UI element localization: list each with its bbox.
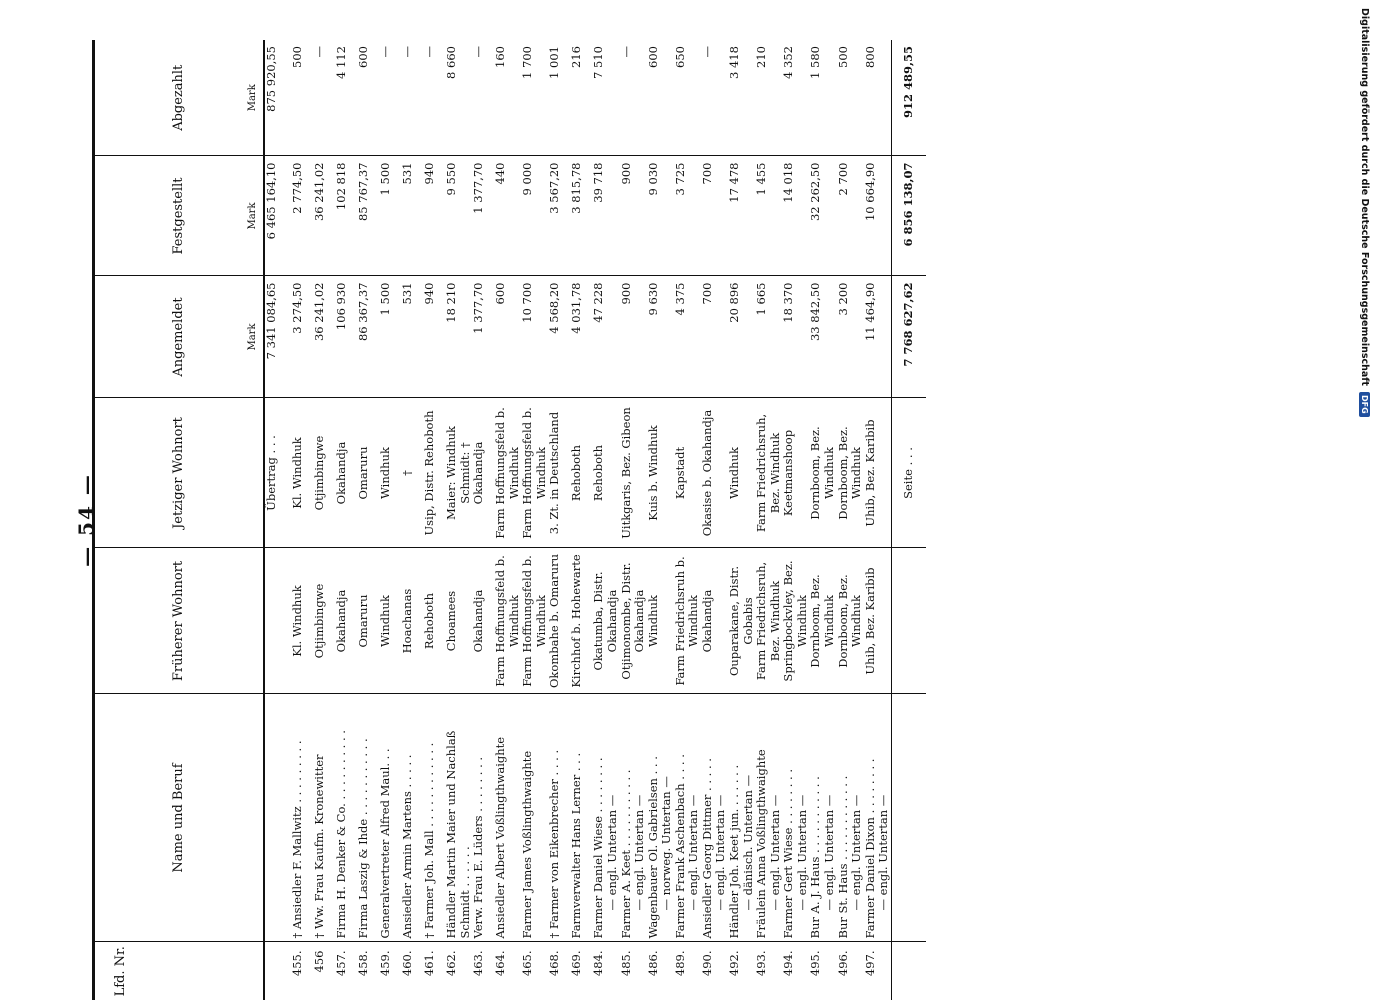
table-row: [335, 40, 357, 1000]
entry-nationality: — engl. Untertan —: [632, 794, 647, 911]
entry-current-residence: †: [401, 398, 423, 548]
table-row: [809, 40, 836, 1000]
entry-name-text: Farmer Daniel Dixon . . . . . . . .: [862, 758, 877, 939]
entry-paid: —: [701, 40, 728, 156]
carry-over-claimed: 7 341 084,65: [264, 276, 291, 398]
entry-nr: 459.: [378, 950, 392, 977]
entry-confirmed: 2 774,50: [291, 156, 313, 276]
credit-text: Digitalisierung gefördert durch die Deutsche Forschungsgemeinschaft: [1359, 8, 1371, 386]
entry-previous-residence: Ouparakane, Distr. Gobabis: [728, 548, 755, 694]
header-claimed-unit: Mark: [247, 323, 259, 351]
entry-name-text: † Farmer Joh. Mall . . . . . . . . . . . .: [422, 742, 436, 939]
table-row: [291, 40, 313, 1000]
entry-confirmed: 9 550: [445, 156, 472, 276]
entry-claimed: 4 031,78: [570, 276, 592, 398]
entry-nr: 486.: [645, 950, 660, 977]
entry-previous-residence: Kl. Windhuk: [291, 548, 313, 694]
digitization-credit: [1356, 8, 1378, 428]
entry-paid: —: [423, 40, 445, 156]
entry-claimed: 86 367,37: [357, 276, 379, 398]
entry-paid: 7 510: [592, 40, 619, 156]
header-confirmed: [94, 156, 265, 276]
entry-paid: 4 112: [335, 40, 357, 156]
header-confirmed-label: Festgestellt: [171, 177, 187, 255]
entry-nr: 496.: [835, 950, 850, 977]
entry-paid: 500: [291, 40, 313, 156]
entry-current-residence: Okasise b. Okahandja: [701, 398, 728, 548]
page-total-previous: [891, 548, 926, 694]
entry-claimed: 9 630: [647, 276, 674, 398]
entry-name: [755, 694, 782, 942]
entry-previous-residence: Dornboom, Bez. Windhuk: [837, 548, 864, 694]
entry-confirmed: 3 815,78: [570, 156, 592, 276]
entry-previous-residence: Okahandja: [701, 548, 728, 694]
table-row: [521, 40, 548, 1000]
table-row: [728, 40, 755, 1000]
header-previous-residence: Früherer Wohnort: [94, 548, 265, 694]
entry-name: [472, 694, 494, 942]
entry-claimed: 106 930: [335, 276, 357, 398]
entry-name-text: Farmverwalter Hans Lerner . . .: [569, 752, 584, 939]
entry-claimed: 531: [401, 276, 423, 398]
table-row: [357, 40, 379, 1000]
entry-name-text: Farmer James Voßlingthwaighte: [520, 750, 535, 939]
dfg-logo: DFG: [1360, 392, 1371, 417]
entry-paid: 600: [357, 40, 379, 156]
entry-nationality: — engl. Untertan —: [794, 794, 809, 911]
entry-name: [291, 694, 313, 942]
entry-nationality: — engl. Untertan —: [821, 794, 836, 911]
entry-name: [313, 694, 335, 942]
entry-previous-residence: Windhuk: [647, 548, 674, 694]
entry-nr: 463.: [471, 950, 486, 977]
entry-paid: 1 001: [548, 40, 570, 156]
entry-previous-residence: Okombahe b. Omaruru: [548, 548, 570, 694]
entry-claimed: 900: [620, 276, 647, 398]
entry-paid: 4 352: [782, 40, 809, 156]
table-row: [445, 40, 472, 1000]
entry-nationality: — engl. Untertan —: [604, 794, 619, 911]
entry-previous-residence: Okahandja: [472, 548, 494, 694]
entry-name-text: Firma Laszig & Ihde . . . . . . . . . . .: [356, 738, 370, 939]
entry-name: [674, 694, 701, 942]
table-row: [472, 40, 494, 1000]
entry-claimed: 4 375: [674, 276, 701, 398]
entry-nr: 455.: [290, 950, 304, 977]
entry-paid: 500: [837, 40, 864, 156]
entry-nr: 492.: [727, 950, 741, 977]
entry-current-residence: Farm Hoffnungsfeld b. Windhuk: [494, 398, 521, 548]
entry-nr: 484.: [591, 950, 606, 977]
entry-name-text: Ansiedler Georg Dittmer . . . . .: [699, 758, 714, 939]
entry-previous-residence: Springbockvley, Bez. Windhuk: [782, 548, 809, 694]
entry-claimed: 3 200: [837, 276, 864, 398]
header-paid-unit: Mark: [247, 84, 259, 112]
entry-name-text: Wagenbauer Ol. Gabrielsen . . .: [645, 756, 660, 939]
entry-current-residence: Kuis b. Windhuk: [647, 398, 674, 548]
header-claimed: [94, 276, 265, 398]
entry-paid: 600: [647, 40, 674, 156]
entry-paid: 216: [570, 40, 592, 156]
entry-name-text: Bur A. J. Haus . . . . . . . . . . .: [808, 776, 823, 939]
entry-paid: 160: [494, 40, 521, 156]
entry-confirmed: 85 767,37: [357, 156, 379, 276]
entry-name: [837, 694, 864, 942]
entry-current-residence: Okahandja: [335, 398, 357, 548]
entry-nr: 497.: [862, 950, 877, 977]
register-body: [264, 40, 926, 1000]
carry-over-paid: 875 920,55: [264, 40, 291, 156]
entry-name-text: Händler Martin Maier und Nachlaß Schmidt . . . . . .: [444, 730, 472, 939]
entry-nationality: — engl. Untertan —: [849, 794, 864, 911]
entry-nationality: — engl. Untertan —: [876, 794, 891, 911]
entry-paid: —: [379, 40, 401, 156]
entry-claimed: 1 377,70: [472, 276, 494, 398]
table-row: [313, 40, 335, 1000]
entry-confirmed: 9 000: [521, 156, 548, 276]
page-total-confirmed: 6 856 138,07: [891, 156, 926, 276]
entry-current-residence: Farm Friedrichsruh, Bez. Windhuk: [755, 398, 782, 548]
entry-claimed: 18 210: [445, 276, 472, 398]
entry-previous-residence: Okatumba, Distr. Okahandja: [592, 548, 619, 694]
table-row: [494, 40, 521, 1000]
entry-confirmed: 1 455: [755, 156, 782, 276]
entry-previous-residence: Otjimonombe, Distr. Okahandja: [620, 548, 647, 694]
entry-paid: 650: [674, 40, 701, 156]
entry-claimed: 1 665: [755, 276, 782, 398]
entry-name: [592, 694, 619, 942]
header-row: [94, 40, 265, 1000]
page-total-row: [891, 40, 926, 1000]
entry-paid: 210: [755, 40, 782, 156]
entry-paid: 3 418: [728, 40, 755, 156]
table-row: [755, 40, 782, 1000]
entry-nr: 458.: [356, 950, 370, 977]
entry-confirmed: 440: [494, 156, 521, 276]
entry-confirmed: 1 500: [379, 156, 401, 276]
entry-name: [445, 694, 472, 942]
entry-confirmed: 3 567,20: [548, 156, 570, 276]
entry-paid: —: [313, 40, 335, 156]
entry-current-residence: 3. Zt. in Deutschland: [548, 398, 570, 548]
entry-name-text: Generalvertreter Alfred Maul. . .: [378, 748, 392, 939]
entry-previous-residence: Dornboom, Bez. Windhuk: [809, 548, 836, 694]
entry-nr: 457.: [334, 950, 348, 977]
entry-name: [379, 694, 401, 942]
entry-nr: 460.: [400, 950, 414, 977]
carry-over-previous: [264, 548, 291, 694]
entry-claimed: 11 464,90: [864, 276, 892, 398]
entry-name-text: Fräulein Anna Voßlingthwaighte: [754, 749, 769, 939]
table-row: [379, 40, 401, 1000]
entry-confirmed: 9 030: [647, 156, 674, 276]
entry-name-text: Farmer Frank Aschenbach . . . .: [672, 754, 687, 939]
entry-previous-residence: Uhib, Bez. Karibib: [864, 548, 892, 694]
entry-nr: 464.: [493, 950, 508, 977]
entry-claimed: 10 700: [521, 276, 548, 398]
header-current-residence: Jetziger Wohnort: [94, 398, 265, 548]
entry-current-residence: Usip, Distr. Rehoboth: [423, 398, 445, 548]
entry-claimed: 4 568,20: [548, 276, 570, 398]
page-total-name: [891, 694, 926, 942]
entry-name-text: Firma H. Denker & Co. . . . . . . . . . .: [334, 730, 348, 939]
header-paid: [94, 40, 265, 156]
entry-nationality: — norweg. Untertan —: [659, 776, 674, 911]
entry-name: [728, 694, 755, 942]
entry-paid: 1 580: [809, 40, 836, 156]
entry-current-residence: Keetmanshoop: [782, 398, 809, 548]
entry-confirmed: 10 664,90: [864, 156, 892, 276]
header-confirmed-unit: Mark: [247, 202, 259, 230]
entry-claimed: 33 842,50: [809, 276, 836, 398]
entry-current-residence: Uitkgaris, Bez. Gibeon: [620, 398, 647, 548]
entry-nationality: — dänisch. Untertan —: [740, 774, 755, 911]
entry-name: [864, 694, 892, 942]
table-row: [423, 40, 445, 1000]
entry-claimed: 600: [494, 276, 521, 398]
carry-over-row: [264, 40, 291, 1000]
entry-confirmed: 36 241,02: [313, 156, 335, 276]
table-row: [837, 40, 864, 1000]
entry-name: [570, 694, 592, 942]
entry-current-residence: Kapstadt: [674, 398, 701, 548]
entry-name-text: † Farmer von Eikenbrecher . . . .: [547, 749, 562, 939]
entry-name: [494, 694, 521, 942]
entry-confirmed: 700: [701, 156, 728, 276]
entry-nr: 469.: [569, 950, 584, 977]
page-total-claimed: 7 768 627,62: [891, 276, 926, 398]
entry-current-residence: Uhib, Bez. Karibib: [864, 398, 892, 548]
table-row: [548, 40, 570, 1000]
entry-confirmed: 32 262,50: [809, 156, 836, 276]
entry-name-text: † Ansiedler F. Mallwitz . . . . . . . . .: [290, 740, 304, 939]
entry-name-text: Ansiedler Albert Voßlingthwaighte: [493, 736, 508, 939]
entry-current-residence: Rehoboth: [592, 398, 619, 548]
entry-current-residence: Omaruru: [357, 398, 379, 548]
entry-previous-residence: Rehoboth: [423, 548, 445, 694]
entry-confirmed: 102 818: [335, 156, 357, 276]
table-row: [401, 40, 423, 1000]
carry-over-confirmed: 6 465 164,10: [264, 156, 291, 276]
table-row: [864, 40, 892, 1000]
entry-claimed: 3 274,50: [291, 276, 313, 398]
entry-current-residence: Windhuk: [728, 398, 755, 548]
entry-confirmed: 2 700: [837, 156, 864, 276]
table-row: [782, 40, 809, 1000]
entry-previous-residence: Otjimbingwe: [313, 548, 335, 694]
entry-name: [521, 694, 548, 942]
entry-paid: 8 660: [445, 40, 472, 156]
entry-paid: —: [472, 40, 494, 156]
entry-nr: 490.: [699, 950, 714, 977]
entry-name-text: Farmer Gert Wiese . . . . . . . .: [781, 769, 796, 939]
entry-current-residence: Maier: Windhuk Schmidt: †: [445, 398, 472, 548]
entry-nationality: — engl. Untertan —: [767, 794, 782, 911]
entry-name-text: Verw. Frau E. Lüders . . . . . . . .: [471, 756, 486, 939]
entry-claimed: 20 896: [728, 276, 755, 398]
claims-register-table: [92, 40, 926, 1000]
entry-current-residence: Farm Hoffnungsfeld b. Windhuk: [521, 398, 548, 548]
entry-current-residence: Kl. Windhuk: [291, 398, 313, 548]
table-row: [570, 40, 592, 1000]
entry-previous-residence: Windhuk: [379, 548, 401, 694]
entry-claimed: 36 241,02: [313, 276, 335, 398]
entry-claimed: 700: [701, 276, 728, 398]
table-row: [620, 40, 647, 1000]
entry-name: [620, 694, 647, 942]
header-claimed-label: Angemeldet: [171, 297, 187, 377]
entry-current-residence: Otjimbingwe: [313, 398, 335, 548]
entry-name: [701, 694, 728, 942]
entry-nr: 485.: [618, 950, 633, 977]
entry-nationality: — engl. Untertan —: [713, 794, 728, 911]
entry-previous-residence: Farm Friedrichsruh, Bez. Windhuk: [755, 548, 782, 694]
header-paid-label: Abgezahlt: [171, 64, 187, 131]
entry-current-residence: Dornboom, Bez. Windhuk: [809, 398, 836, 548]
entry-current-residence: Dornboom, Bez. Windhuk: [837, 398, 864, 548]
entry-confirmed: 531: [401, 156, 423, 276]
entry-nr: 456: [312, 950, 326, 973]
entry-nr: 462.: [444, 950, 458, 977]
header-nr: Lfd. Nr.: [94, 942, 265, 1000]
entry-name-text: Ansiedler Armin Martens . . . . .: [400, 754, 414, 939]
entry-previous-residence: Okahandja: [335, 548, 357, 694]
entry-confirmed: 1 377,70: [472, 156, 494, 276]
carry-over-name: [264, 694, 291, 942]
entry-name: [809, 694, 836, 942]
entry-nr: 495.: [808, 950, 823, 977]
entry-name: [548, 694, 570, 942]
page-total-nr: [891, 942, 926, 1000]
table-row: [647, 40, 674, 1000]
entry-nr: 468.: [547, 950, 562, 977]
entry-nr: 494.: [781, 950, 796, 977]
entry-current-residence: Rehoboth: [570, 398, 592, 548]
entry-paid: 1 700: [521, 40, 548, 156]
entry-confirmed: 900: [620, 156, 647, 276]
entry-previous-residence: Hoachanas: [401, 548, 423, 694]
entry-current-residence: Okahandja: [472, 398, 494, 548]
entry-nr: 465.: [520, 950, 535, 977]
entry-current-residence: Windhuk: [379, 398, 401, 548]
entry-name: [335, 694, 357, 942]
entry-paid: —: [620, 40, 647, 156]
entry-name: [782, 694, 809, 942]
entry-nr: 493.: [754, 950, 769, 977]
entry-name-text: Farmer Daniel Wiese . . . . . . . .: [591, 757, 606, 939]
entry-previous-residence: Kirchhof b. Hohewarte: [570, 548, 592, 694]
entry-paid: —: [401, 40, 423, 156]
entry-name: [357, 694, 379, 942]
entry-confirmed: 39 718: [592, 156, 619, 276]
entry-nationality: — engl. Untertan —: [686, 794, 701, 911]
entry-name: [423, 694, 445, 942]
page-total-label: Seite . . .: [891, 398, 926, 548]
entry-name-text: Bur St. Haus . . . . . . . . . . . .: [835, 775, 850, 939]
table-row: [592, 40, 619, 1000]
table-row: [701, 40, 728, 1000]
entry-nr: 461.: [422, 950, 436, 977]
entry-nr: 489.: [672, 950, 687, 977]
entry-paid: 800: [864, 40, 892, 156]
page-number: — 54 —: [74, 473, 98, 567]
entry-name-text: Händler Joh. Keet jun. . . . . . .: [727, 764, 741, 939]
entry-claimed: 47 228: [592, 276, 619, 398]
table-row: [674, 40, 701, 1000]
entry-previous-residence: Choamees: [445, 548, 472, 694]
entry-confirmed: 3 725: [674, 156, 701, 276]
carry-over-label: Übertrag . . .: [264, 398, 291, 548]
entry-name-text: Farmer A. Keet . . . . . . . . . . .: [618, 769, 633, 939]
entry-previous-residence: Farm Hoffnungsfeld b. Windhuk: [494, 548, 521, 694]
header-name: Name und Beruf: [94, 694, 265, 942]
entry-name-text: † Ww. Frau Kaufm. Kronewitter: [312, 754, 326, 939]
entry-previous-residence: Omaruru: [357, 548, 379, 694]
entry-previous-residence: Farm Hoffnungsfeld b. Windhuk: [521, 548, 548, 694]
entry-claimed: 1 500: [379, 276, 401, 398]
entry-name: [401, 694, 423, 942]
entry-previous-residence: Farm Friedrichsruh b. Windhuk: [674, 548, 701, 694]
entry-confirmed: 940: [423, 156, 445, 276]
credit-line: [1354, 8, 1376, 428]
entry-claimed: 940: [423, 276, 445, 398]
entry-name: [647, 694, 674, 942]
entry-claimed: 18 370: [782, 276, 809, 398]
entry-confirmed: 14 018: [782, 156, 809, 276]
carry-over-nr: [264, 942, 291, 1000]
entry-confirmed: 17 478: [728, 156, 755, 276]
page-total-paid: 912 489,55: [891, 40, 926, 156]
rotated-register-page: [70, 40, 1310, 1000]
